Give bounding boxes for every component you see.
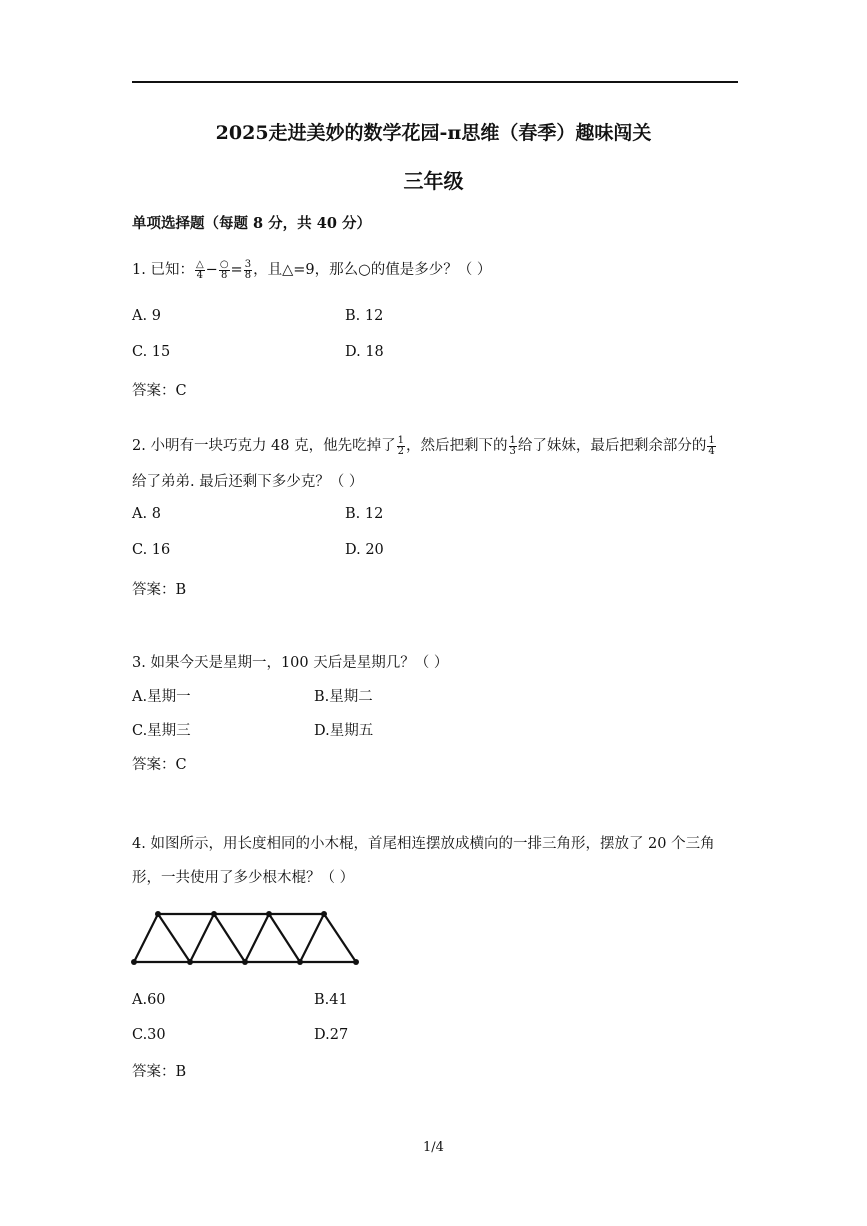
question-4: 4. 如图所示，用长度相同的小木棍，首尾相连摆放成横向的一排三角形，摆放了 20 个三角: [132, 836, 715, 852]
q1-text: ，且△=9，那么○的值是多少？（ ）: [253, 262, 492, 278]
q1-option-a: A. 9: [132, 308, 161, 324]
grade-title: 三年级: [403, 169, 464, 193]
stick-joint: [353, 959, 359, 965]
stick-joint: [266, 911, 272, 917]
stick-joint: [187, 959, 193, 965]
q1-option-c: C. 15: [132, 344, 171, 360]
question-3: 3. 如果今天是星期一，100 天后是星期几？（ ）: [132, 655, 449, 671]
q2-answer: 答案：B: [132, 582, 187, 598]
q1-option-d: D. 18: [345, 344, 384, 360]
q2-option-b: B. 12: [345, 506, 384, 522]
q4-answer: 答案：B: [132, 1064, 187, 1080]
q4-option-b: B.41: [314, 992, 348, 1008]
q4-option-c: C.30: [132, 1027, 166, 1043]
stick-joint: [321, 911, 327, 917]
q2-option-d: D. 20: [345, 542, 384, 558]
question-2-line-2: 给了弟弟. 最后还剩下多少克？（ ）: [132, 474, 364, 490]
header-rule: [132, 81, 738, 83]
q1-number: 1. 已知：: [132, 262, 194, 278]
q3-answer: 答案：C: [132, 757, 187, 773]
q2-fraction-2: $\frac{1}{3}$: [509, 434, 516, 457]
stick-joint: [131, 959, 137, 965]
q2-text-3: 给了妹妹，最后把剩余部分的: [517, 438, 707, 454]
q1-fraction-2: $\frac{○}{8}$: [219, 258, 229, 281]
question-2: [132, 434, 717, 457]
section-heading: 单项选择题（每题 8 分，共 40 分）: [132, 215, 371, 232]
q3-option-d: D.星期五: [314, 723, 374, 739]
q2-text-1: 2. 小明有一块巧克力 48 克，他先吃掉了: [132, 438, 396, 454]
q1-minus: −: [205, 262, 218, 278]
q2-fraction-1: $\frac{1}{2}$: [397, 434, 404, 457]
question-1: [132, 258, 491, 281]
stick-joint: [155, 911, 161, 917]
zigzag-sticks: [134, 914, 356, 962]
q1-equals: =: [230, 262, 243, 278]
q1-answer: 答案：C: [132, 383, 187, 399]
stick-joint: [242, 959, 248, 965]
question-4-line-2: 形，一共使用了多少根木棍？（ ）: [132, 870, 355, 886]
stick-joint: [297, 959, 303, 965]
q3-option-c: C.星期三: [132, 723, 191, 739]
q2-option-c: C. 16: [132, 542, 171, 558]
document-title: 2025走进美妙的数学花园-π思维（春季）趣味闯关: [215, 122, 652, 144]
triangle-stick-figure: [128, 906, 364, 970]
q2-fraction-3: $\frac{1}{4}$: [708, 434, 715, 457]
q1-fraction-3: $\frac{3}{8}$: [244, 258, 252, 281]
q4-option-a: A.60: [132, 992, 166, 1008]
q1-option-b: B. 12: [345, 308, 384, 324]
q3-option-a: A.星期一: [132, 689, 191, 705]
stick-joint: [211, 911, 217, 917]
q4-option-d: D.27: [314, 1027, 349, 1043]
q2-option-a: A. 8: [132, 506, 161, 522]
q3-option-b: B.星期二: [314, 689, 373, 705]
q1-fraction-1: $\frac{\triangle}{4}$: [195, 258, 204, 281]
q2-text-2: ，然后把剩下的: [406, 438, 508, 454]
page-number: 1/4: [423, 1140, 444, 1155]
